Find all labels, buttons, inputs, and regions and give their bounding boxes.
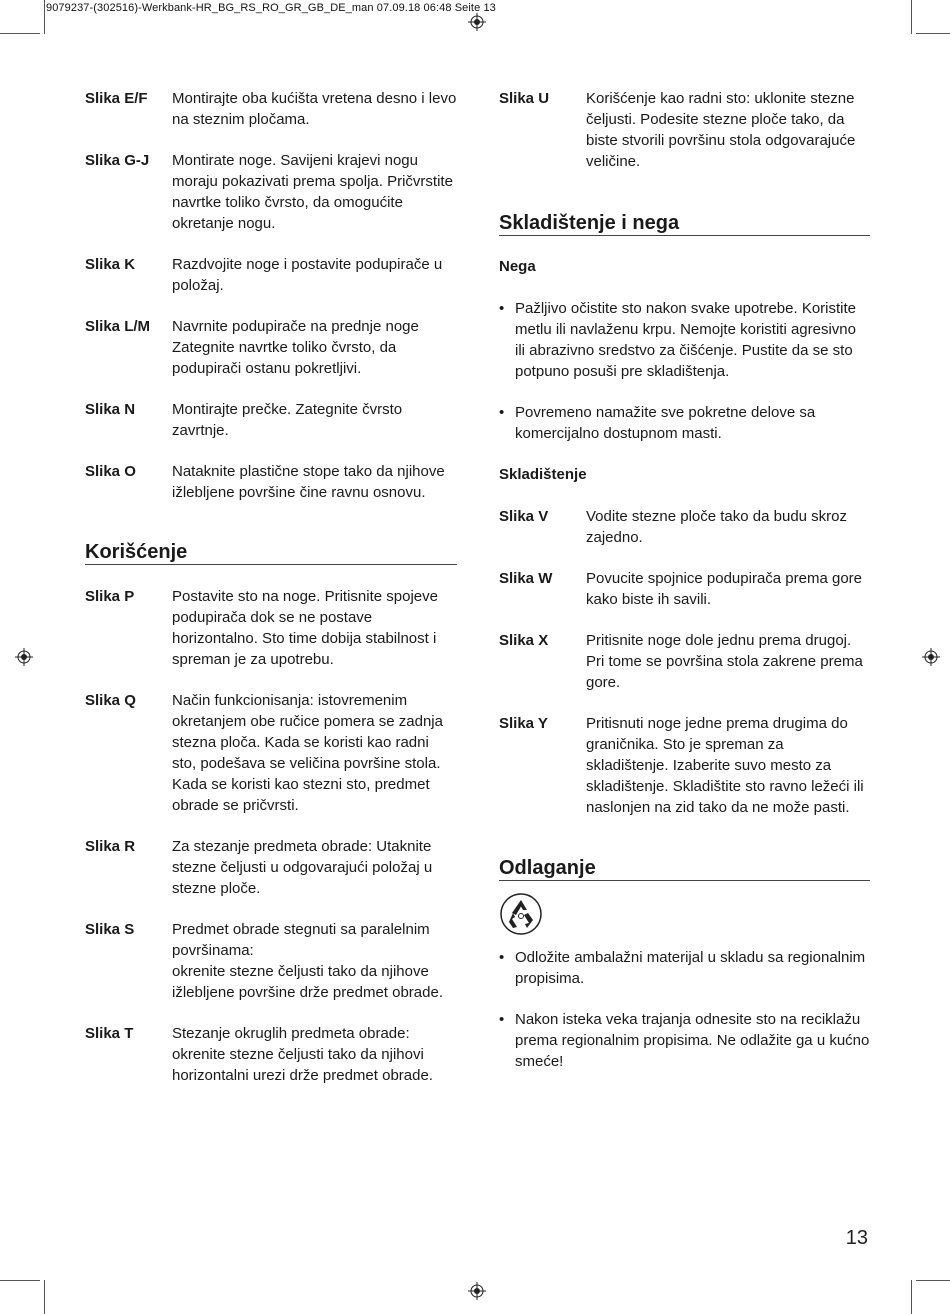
registration-mark-top-icon bbox=[468, 13, 486, 31]
figure-label: Slika P bbox=[85, 588, 135, 605]
registration-mark-right-icon bbox=[922, 648, 940, 666]
instruction-row bbox=[499, 88, 870, 172]
figure-label: Slika W bbox=[499, 570, 553, 587]
figure-label: Slika L/M bbox=[85, 318, 151, 335]
crop-mark-bottom-right-h bbox=[916, 1280, 950, 1281]
crop-mark-bottom-right bbox=[911, 1280, 912, 1314]
instruction-text: Stezanje okruglih predmeta obrade: okrenite stezne čeljusti tako da njihovi horizontalni urezi drže predmet obrade. bbox=[172, 1025, 433, 1084]
figure-label: Slika Y bbox=[499, 715, 548, 732]
bullet-text: Odložite ambalažni materijal u skladu sa regionalnim propisima. bbox=[515, 949, 866, 987]
figure-label: Slika N bbox=[85, 401, 136, 418]
instruction-row bbox=[85, 586, 457, 670]
instruction-text: Za stezanje predmeta obrade: Utaknite stezne čeljusti u odgovarajući položaj u stezne ploče. bbox=[172, 838, 433, 897]
crop-mark-top-left-h bbox=[0, 33, 40, 34]
instruction-row bbox=[85, 150, 457, 234]
instruction-row bbox=[85, 316, 457, 379]
figure-label: Slika T bbox=[85, 1025, 134, 1042]
crop-mark-bottom-left bbox=[44, 1280, 45, 1314]
crop-mark-top-right bbox=[911, 0, 912, 34]
figure-label: Slika V bbox=[499, 508, 549, 525]
figure-label: Slika R bbox=[85, 838, 136, 855]
crop-mark-bottom-left-h bbox=[0, 1280, 40, 1281]
instruction-text: Nataknite plastične stope tako da njihove ižlebljene površine čine ravnu osnovu. bbox=[172, 463, 445, 501]
figure-label: Slika K bbox=[85, 256, 136, 273]
subheading-care: Nega bbox=[499, 258, 536, 275]
figure-label: Slika E/F bbox=[85, 90, 148, 107]
instruction-text: Predmet obrade stegnuti sa paralelnim površinama: okrenite stezne čeljusti tako da njihove ižlebljene površine drže predmet obrade. bbox=[172, 921, 443, 1001]
list-item bbox=[499, 402, 870, 444]
bullet-text: Povremeno namažite sve pokretne delove sa komercijalno dostupnom masti. bbox=[515, 404, 816, 442]
instruction-row bbox=[85, 690, 457, 816]
instruction-text: Pritisnuti noge jedne prema drugima do graničnika. Sto je spreman za skladištenje. Izaberite suvo mesto za skladištenje. Skladištite sto ravno ležeći ili naslonjen na zid tako da ne može pasti. bbox=[586, 715, 864, 816]
recycling-icon bbox=[499, 892, 870, 936]
instruction-row bbox=[499, 568, 870, 610]
right-column bbox=[499, 88, 870, 1072]
list-item bbox=[499, 947, 870, 989]
crop-mark-top-left bbox=[44, 0, 45, 34]
bullet-icon: • bbox=[499, 949, 505, 966]
subheading-storage: Skladištenje bbox=[499, 466, 587, 483]
bullet-icon: • bbox=[499, 1011, 505, 1028]
instruction-text: Pritisnite noge dole jednu prema drugoj. Pri tome se površina stola zakrene prema gore. bbox=[586, 632, 863, 691]
instruction-row bbox=[85, 399, 457, 441]
registration-mark-bottom-icon bbox=[468, 1282, 486, 1300]
registration-mark-left-icon bbox=[15, 648, 33, 666]
print-header: 9079237-(302516)-Werkbank-HR_BG_RS_RO_GR_GB_DE_man 07.09.18 06:48 Seite 13 bbox=[46, 2, 496, 14]
instruction-text: Montirajte oba kućišta vretena desno i levo na steznim pločama. bbox=[172, 90, 457, 128]
instruction-row bbox=[85, 254, 457, 296]
instruction-row bbox=[85, 88, 457, 130]
instruction-text: Vodite stezne ploče tako da budu skroz zajedno. bbox=[586, 508, 848, 546]
bullet-text: Pažljivo očistite sto nakon svake upotrebe. Koristite metlu ili navlaženu krpu. Nemojte koristiti agresivno ili abrazivno sredstvo za čišćenje. Pustite da se sto potpuno posuši pre skladištenja. bbox=[515, 300, 857, 380]
list-item bbox=[499, 298, 870, 382]
list-item bbox=[499, 1009, 870, 1072]
instruction-row bbox=[85, 461, 457, 503]
crop-mark-top-right-h bbox=[916, 33, 950, 34]
figure-label: Slika G-J bbox=[85, 152, 150, 169]
instruction-text: Postavite sto na noge. Pritisnite spojeve podupirača dok se ne postave horizontalno. Sto time dobija stabilnost i spreman je za upotrebu. bbox=[172, 588, 438, 668]
bullet-icon: • bbox=[499, 300, 505, 317]
instruction-text: Montirajte prečke. Zategnite čvrsto zavrtnje. bbox=[172, 401, 403, 439]
instruction-row bbox=[499, 630, 870, 693]
instruction-row bbox=[85, 919, 457, 1003]
section-title-storage-care: Skladištenje i nega bbox=[499, 211, 870, 236]
left-column bbox=[85, 88, 457, 1086]
instruction-text: Način funkcionisanja: istovremenim okretanjem obe ručice pomera se zadnja stezna ploča. Kada se koristi kao radni sto, podešava se veličina površine stola. Kada se koristi kao stezni sto, predmet obrade se pričvrsti. bbox=[172, 692, 443, 814]
section-title-disposal: Odlaganje bbox=[499, 856, 870, 881]
instruction-text: Montirate noge. Savijeni krajevi nogu moraju pokazivati prema spolja. Pričvrstite navrtke toliko čvrsto, da omogućite okretanje nogu. bbox=[172, 152, 453, 232]
instruction-row bbox=[85, 1023, 457, 1086]
instruction-text: Navrnite podupirače na prednje noge Zategnite navrtke toliko čvrsto, da podupirači ostanu pokretljivi. bbox=[172, 318, 419, 377]
instruction-row bbox=[85, 836, 457, 899]
figure-label: Slika Q bbox=[85, 692, 136, 709]
figure-label: Slika O bbox=[85, 463, 136, 480]
bullet-text: Nakon isteka veka trajanja odnesite sto na reciklažu prema regionalnim propisima. Ne odlažite ga u kućno smeće! bbox=[515, 1011, 870, 1070]
figure-label: Slika U bbox=[499, 90, 550, 107]
instruction-row bbox=[499, 713, 870, 818]
instruction-text: Povucite spojnice podupirača prema gore kako biste ih savili. bbox=[586, 570, 862, 608]
section-title-usage: Korišćenje bbox=[85, 540, 457, 565]
instruction-text: Razdvojite noge i postavite podupirače u položaj. bbox=[172, 256, 443, 294]
figure-label: Slika S bbox=[85, 921, 135, 938]
instruction-text: Korišćenje kao radni sto: uklonite stezne čeljusti. Podesite stezne ploče tako, da biste stvorili površinu stola odgovarajuće veličine. bbox=[586, 90, 856, 170]
bullet-icon: • bbox=[499, 404, 505, 421]
page-number: 13 bbox=[845, 1227, 868, 1249]
figure-label: Slika X bbox=[499, 632, 549, 649]
instruction-row bbox=[499, 506, 870, 548]
